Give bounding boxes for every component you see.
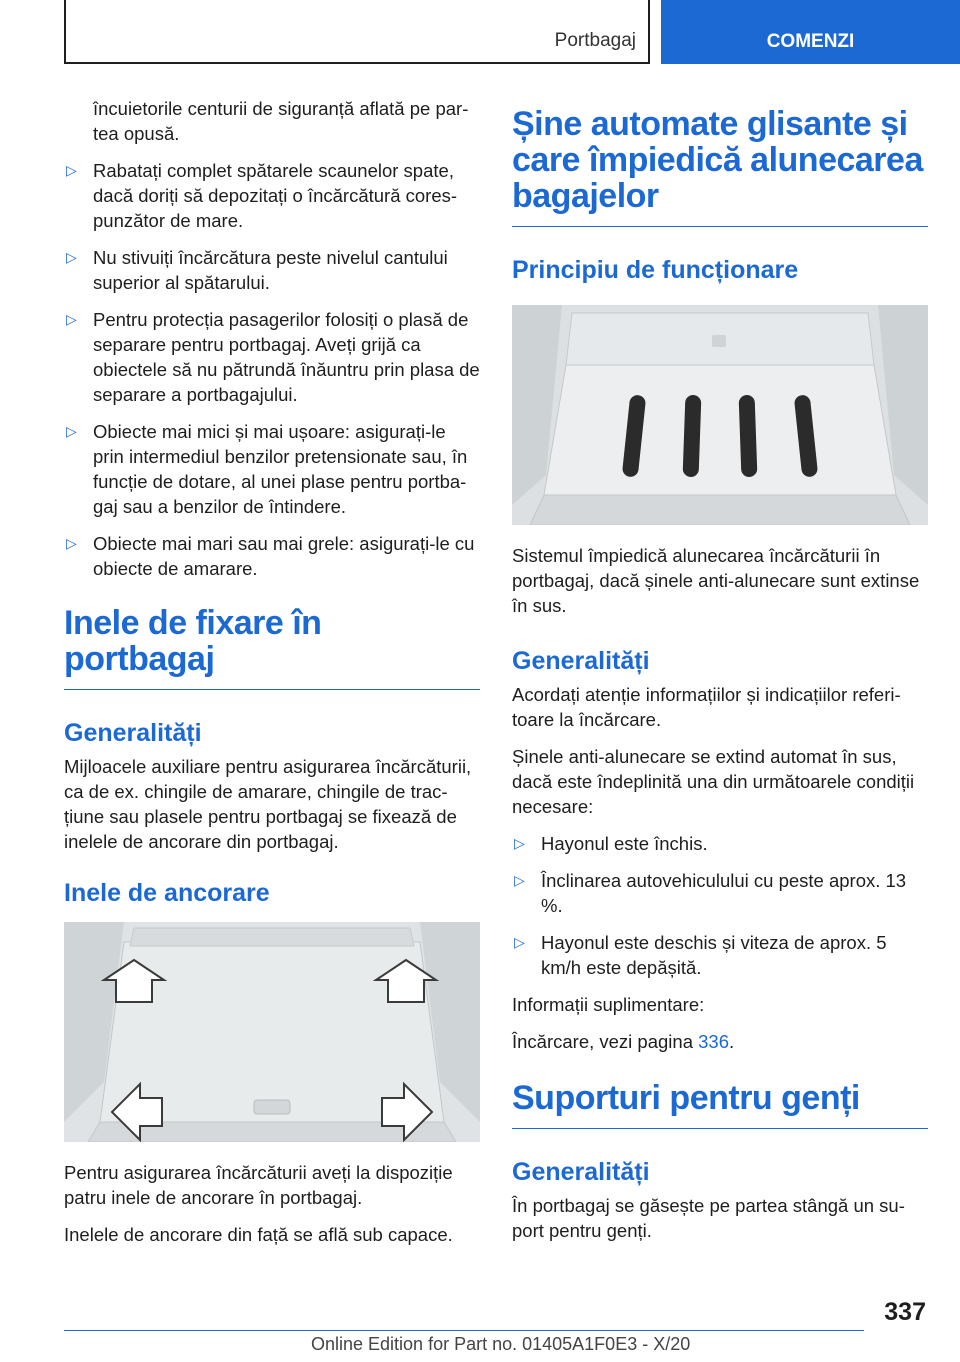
list-item-text: Rabatați complet spătarele scaunelor spate, dacă doriți să depozitați o încărcătură cores-punzător de mare. bbox=[93, 160, 458, 231]
triangle-bullet-icon: ▷ bbox=[66, 423, 77, 439]
list-item bbox=[512, 868, 928, 918]
anti-slip-rails-image bbox=[512, 305, 928, 525]
list-item bbox=[64, 245, 480, 295]
section-heading-bag-holders: Suporturi pentru genți bbox=[512, 1080, 928, 1129]
paragraph: Inelele de ancorare din față se află sub capace. bbox=[64, 1224, 453, 1245]
paragraph: Sistemul împiedică alunecarea încărcăturii în portbagaj, dacă șinele anti-alunecare sunt extinse în sus. bbox=[512, 545, 920, 616]
triangle-bullet-icon: ▷ bbox=[514, 872, 525, 888]
paragraph: În portbagaj se găsește pe partea stângă un su-port pentru genți. bbox=[512, 1195, 905, 1241]
list-item bbox=[512, 831, 928, 856]
cross-reference-end: . bbox=[729, 1031, 735, 1052]
triangle-bullet-icon: ▷ bbox=[66, 311, 77, 327]
subheading-general: Generalități bbox=[512, 1158, 650, 1186]
left-column bbox=[64, 96, 480, 1259]
list-item bbox=[64, 307, 480, 407]
subheading-operating-principle: Principiu de funcționare bbox=[512, 256, 799, 284]
edition-text: Online Edition for Part no. 01405A1F0E3 - X/20 bbox=[311, 1334, 691, 1354]
footer-divider bbox=[64, 1330, 864, 1331]
section-heading-anti-slip-rails: Șine automate glisante și care împiedică alunecarea bagajelor bbox=[512, 106, 928, 227]
triangle-bullet-icon: ▷ bbox=[514, 934, 525, 950]
trunk-anchor-rings-image bbox=[64, 922, 480, 1142]
bullet-list bbox=[512, 831, 928, 980]
list-item-text: Hayonul este deschis și viteza de aprox. 5 km/h este depășită. bbox=[541, 932, 887, 978]
cross-reference-text: Încărcare, vezi pagina bbox=[512, 1031, 699, 1052]
triangle-bullet-icon: ▷ bbox=[66, 162, 77, 178]
list-item-text: Obiecte mai mari sau mai grele: asigurați-le cu obiecte de amarare. bbox=[93, 533, 475, 579]
paragraph: Acordați atenție informațiilor și indicațiilor referi-toare la încărcare. bbox=[512, 684, 901, 730]
bullet-list bbox=[64, 158, 480, 581]
triangle-bullet-icon: ▷ bbox=[66, 249, 77, 265]
page-number: 337 bbox=[884, 1298, 926, 1326]
section-heading-tie-down-rings: Inele de fixare în portbagaj bbox=[64, 605, 480, 690]
triangle-bullet-icon: ▷ bbox=[66, 535, 77, 551]
section-title: Portbagaj bbox=[554, 30, 636, 51]
list-item bbox=[64, 158, 480, 233]
tab-comenzi[interactable]: COMENZI bbox=[661, 0, 960, 64]
continued-text: încuietorile centurii de siguranță aflată pe par-tea opusă. bbox=[93, 98, 469, 144]
list-item-text: Înclinarea autovehiculului cu peste aprox. 13 %. bbox=[541, 870, 907, 916]
paragraph: Șinele anti-alunecare se extind automat în sus, dacă este îndeplinită una din următoarele condiții necesare: bbox=[512, 746, 915, 817]
triangle-bullet-icon: ▷ bbox=[514, 835, 525, 851]
list-item-text: Pentru protecția pasagerilor folosiți o plasă de separare pentru portbagaj. Aveți grijă ca obiectele să nu pătrundă înăuntru prin plasa de separare a portbagajului. bbox=[93, 309, 480, 405]
list-item-text: Nu stivuiți încărcătura peste nivelul cantului superior al spătarului. bbox=[93, 247, 448, 293]
list-item-text: Hayonul este închis. bbox=[541, 833, 708, 854]
paragraph: Mijloacele auxiliare pentru asigurarea încărcăturii, ca de ex. chingile de amarare, chingile de trac-țiune sau plasele pentru portbagaj se fixează de inelele de ancorare din portbagaj. bbox=[64, 756, 472, 852]
subheading-general: Generalități bbox=[64, 719, 202, 747]
paragraph: Informații suplimentare: bbox=[512, 994, 705, 1015]
cross-reference bbox=[512, 1029, 928, 1054]
list-item bbox=[512, 930, 928, 980]
subheading-anchor-rings: Inele de ancorare bbox=[64, 879, 270, 907]
page-link[interactable]: 336 bbox=[698, 1031, 730, 1052]
list-item bbox=[64, 419, 480, 519]
right-column bbox=[512, 106, 928, 1255]
paragraph: Pentru asigurarea încărcăturii aveți la dispoziție patru inele de ancorare în portbagaj. bbox=[64, 1162, 453, 1208]
header-bar bbox=[64, 0, 650, 64]
list-item bbox=[64, 531, 480, 581]
list-item-text: Obiecte mai mici și mai ușoare: asigurați-le prin intermediul benzilor pretensionate sau, în funcție de dotare, al unei plase pentru portba-gaj sau a benzilor de întindere. bbox=[93, 421, 468, 517]
subheading-general: Generalități bbox=[512, 647, 650, 675]
